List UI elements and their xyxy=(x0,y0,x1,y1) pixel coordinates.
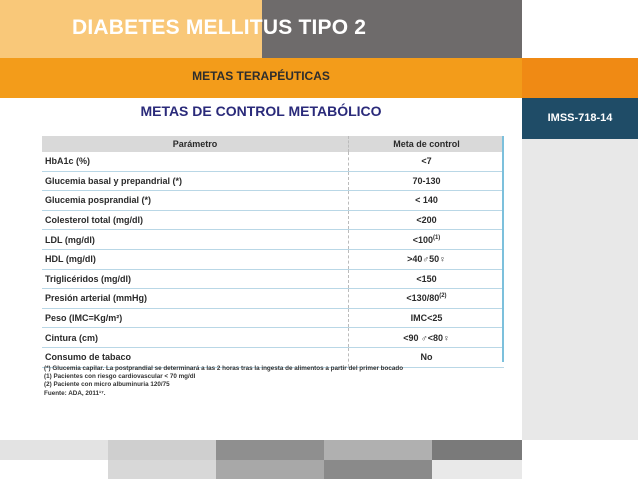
guide-badge-label: IMSS-718-14 xyxy=(547,112,613,124)
goal-value: >40♂50♀ xyxy=(407,254,446,265)
footer-block xyxy=(324,440,432,460)
table-row xyxy=(42,191,504,211)
parameter-cell: HbA1c (%) xyxy=(42,152,349,171)
column-header-goal: Meta de control xyxy=(349,136,505,152)
table-row xyxy=(42,210,504,230)
parameter-cell: Glucemia posprandial (*) xyxy=(42,191,349,211)
table-header-row xyxy=(42,136,504,152)
goal-cell xyxy=(349,191,505,211)
goal-value: <100 xyxy=(412,234,433,245)
goal-footnote-ref: (2) xyxy=(439,293,447,300)
goal-value: 70-130 xyxy=(412,175,441,186)
goal-cell xyxy=(349,289,505,309)
goal-cell xyxy=(349,328,505,348)
goal-value: <90 ♂<80♀ xyxy=(403,332,450,343)
table-row xyxy=(42,249,504,269)
metabolic-goals-table xyxy=(42,136,504,368)
parameter-cell: HDL (mg/dl) xyxy=(42,249,349,269)
goal-value: <150 xyxy=(416,273,437,284)
footer-block xyxy=(108,440,216,460)
table-row xyxy=(42,230,504,250)
right-panel xyxy=(522,139,638,440)
table-right-border xyxy=(502,136,504,362)
goal-value: IMC<25 xyxy=(410,313,443,324)
table-row xyxy=(42,171,504,191)
footnote-glucemia: (*) Glucemia capilar. La postprandial se determinará a las 2 horas tras la ingesta de alimentos a partir del primer bocado xyxy=(44,365,404,372)
goal-value: <130/80 xyxy=(406,293,440,304)
footnote-pressure: (2) Paciente con micro albuminuria 120/75 xyxy=(44,381,170,389)
goal-footnote-ref: (1) xyxy=(432,234,441,241)
table-row xyxy=(42,152,504,171)
slide-title: DIABETES MELLITUS TIPO 2 xyxy=(72,16,367,39)
footer-block xyxy=(324,460,432,479)
table-row xyxy=(42,308,504,328)
goal-cell xyxy=(349,230,505,250)
footer-block xyxy=(432,440,522,460)
slide-subtitle: METAS TERAPÉUTICAS xyxy=(192,69,330,83)
parameter-cell: Peso (IMC=Kg/m²) xyxy=(42,308,349,328)
goal-cell xyxy=(349,308,505,328)
footnote-source: Fuente: ADA, 2011¹⁷. xyxy=(44,389,106,397)
parameter-cell: Cintura (cm) xyxy=(42,328,349,348)
parameter-cell: Consumo de tabaco xyxy=(42,347,349,367)
footer-block xyxy=(0,460,108,479)
parameter-cell: Colesterol total (mg/dl) xyxy=(42,210,349,230)
column-header-parameter: Parámetro xyxy=(42,136,349,152)
footer-block xyxy=(108,460,216,479)
parameter-cell: LDL (mg/dl) xyxy=(42,230,349,250)
header-right-band xyxy=(522,0,638,58)
section-title: METAS DE CONTROL METABÓLICO xyxy=(140,103,382,119)
parameter-cell: Triglicéridos (mg/dl) xyxy=(42,269,349,289)
goal-cell xyxy=(349,269,505,289)
table-row xyxy=(42,269,504,289)
goal-value: No xyxy=(420,352,433,363)
table-row xyxy=(42,328,504,348)
footnote-ldl: (1) Pacientes con riesgo cardiovascular < 70 mg/dl xyxy=(44,373,196,381)
goal-cell xyxy=(349,210,505,230)
parameter-cell: Glucemia basal y prepandrial (*) xyxy=(42,171,349,191)
parameter-cell: Presión arterial (mmHg) xyxy=(42,289,349,309)
goal-value: <7 xyxy=(421,156,432,167)
footer-block xyxy=(0,440,108,460)
footer-block xyxy=(432,460,522,479)
goal-cell xyxy=(349,171,505,191)
goal-value: <200 xyxy=(416,215,437,226)
footer-block xyxy=(216,460,324,479)
table-footnotes xyxy=(44,365,403,398)
goal-value: < 140 xyxy=(415,195,438,206)
right-panel-bottom xyxy=(522,440,638,479)
goal-cell xyxy=(349,152,505,171)
subtitle-band-right xyxy=(522,58,638,98)
footer-block xyxy=(216,440,324,460)
goal-cell xyxy=(349,249,505,269)
table-row xyxy=(42,289,504,309)
